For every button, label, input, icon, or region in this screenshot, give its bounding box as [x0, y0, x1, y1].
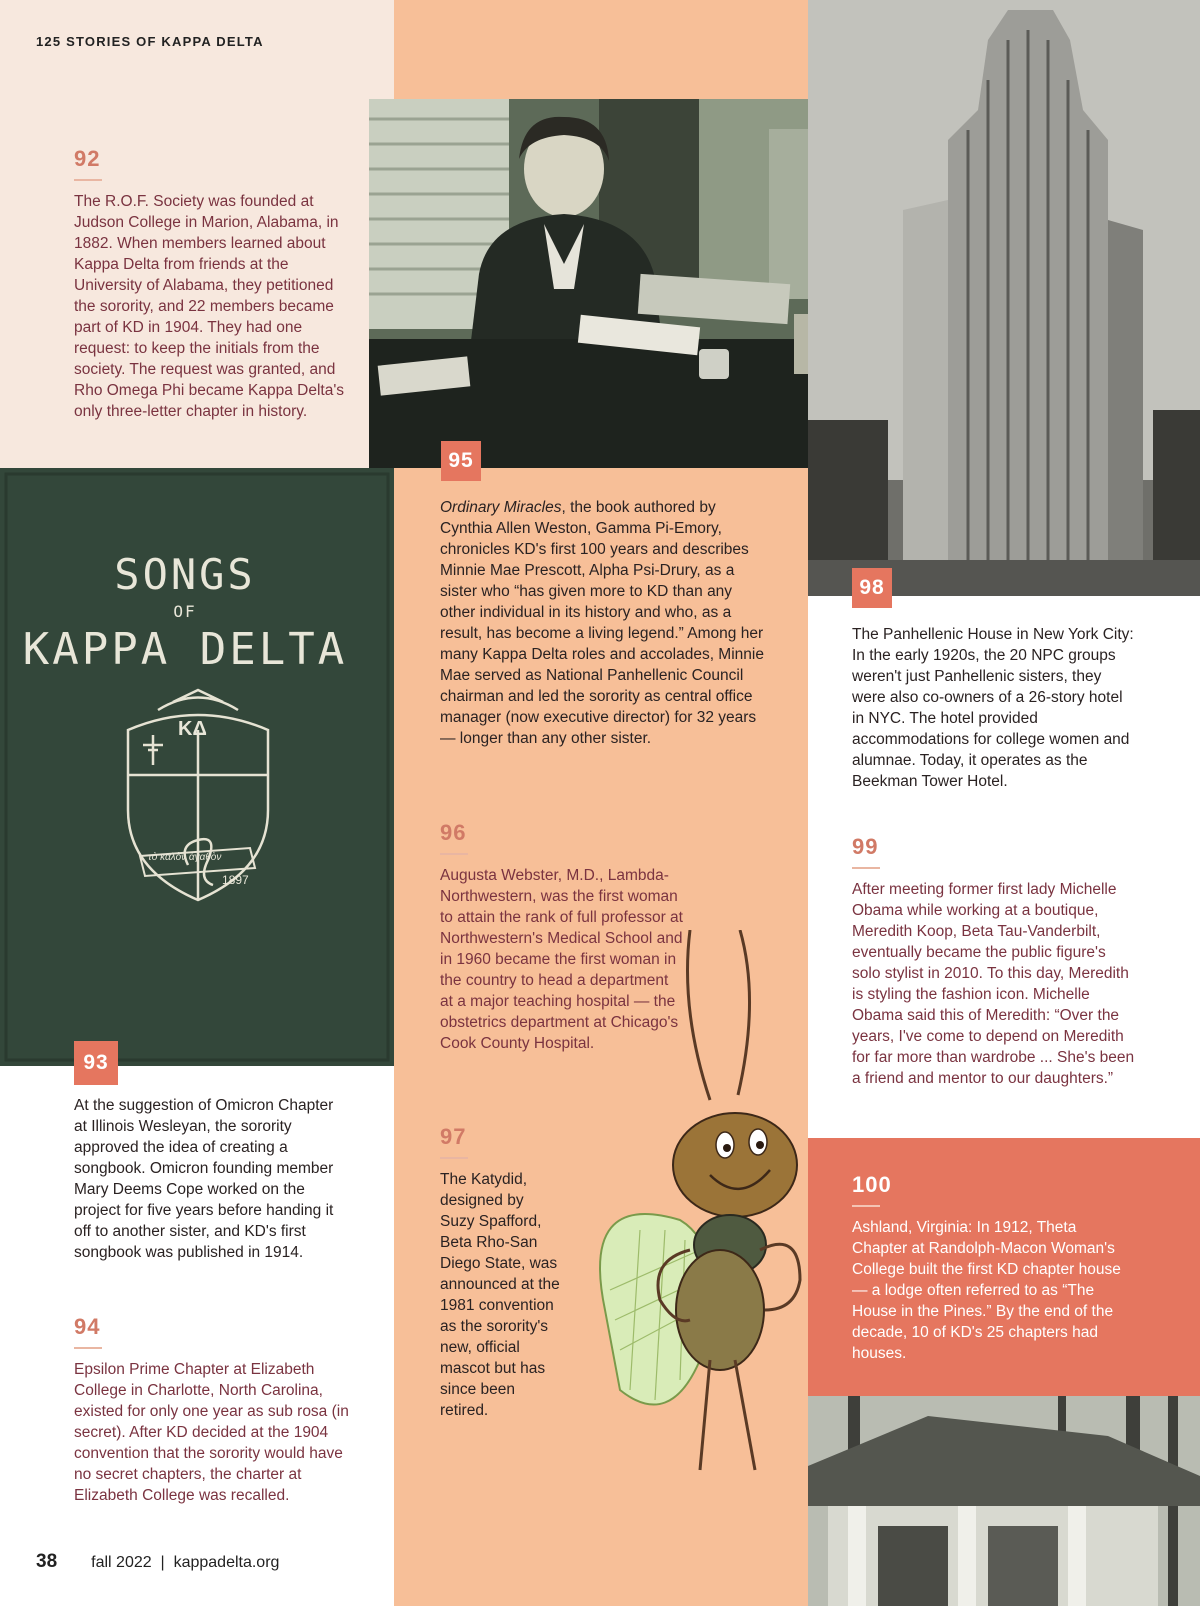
- story-number: 99: [852, 834, 879, 859]
- songbook-cover: [0, 468, 394, 1066]
- story-94: [74, 1314, 350, 1506]
- songbook-title-line3: KAPPA DELTA: [22, 624, 348, 675]
- photo-panhellenic-house: [808, 0, 1200, 596]
- story-92: [74, 146, 350, 422]
- story-number: 94: [74, 1314, 101, 1339]
- crest-year: 1897: [222, 873, 249, 887]
- story-text: Augusta Webster, M.D., Lambda-Northwestern, was the first woman to attain the rank of full professor at Northwestern's Medical School and in 1960 became the first woman in the country to head a department at a major teaching hospital — the obstetrics department at Chicago's Cook County Hospital.: [440, 867, 683, 1052]
- story-text: After meeting former first lady Michelle Obama while working at a boutique, Meredith Koop, Beta Tau-Vanderbilt, eventually became the public figure's solo stylist in 2010. To this day, Meredith is styling the fashion icon. Michelle Obama said this of Meredith: “Over the years, I've come to depend on Meredith for far more than wardrobe ... She's been a friend and mentor to our daughters.”: [852, 881, 1135, 1087]
- divider: [74, 1347, 102, 1349]
- story-text: The Katydid, designed by Suzy Spafford, Beta Rho-San Diego State, was announced at the 1981 convention as the sorority's new, official mascot but has since been retired.: [440, 1171, 560, 1419]
- divider: [440, 853, 468, 855]
- photo-house-in-the-pines: [808, 1396, 1200, 1606]
- story-93-text: At the suggestion of Omicron Chapter at Illinois Wesleyan, the sorority approved the idea of creating a songbook. Omicron founding member Mary Deems Cope worked on the project for five years before handing it off to another sister, and KD's first songbook was published in 1914.: [74, 1097, 334, 1261]
- story-96: [440, 820, 756, 1054]
- story-99: [852, 834, 1136, 1089]
- divider: [440, 1157, 468, 1159]
- story-text: The R.O.F. Society was founded at Judson College in Marion, Alabama, in 1882. When members learned about Kappa Delta from friends at the University of Alabama, they petitioned the sorority, and 22 members became part of KD in 1904. They had one request: to keep the initials from the society. The request was granted, and Rho Omega Phi became Kappa Delta's only three-letter chapter in history.: [74, 193, 345, 420]
- story-text: Epsilon Prime Chapter at Elizabeth College in Charlotte, North Carolina, existed for only one year as sub rosa (in secret). After KD decided at the 1904 convention that the sorority would have no secret chapters, the charter at Elizabeth College was recalled.: [74, 1361, 349, 1504]
- story-number: 96: [440, 820, 467, 845]
- page-runner: 125 STORIES OF KAPPA DELTA: [36, 34, 264, 49]
- story-100: [852, 1172, 1122, 1364]
- story-number: 92: [74, 146, 101, 171]
- story-98-text: The Panhellenic House in New York City: In the early 1920s, the 20 NPC groups weren't just Panhellenic sisters, they were also co-owners of a 26-story hotel in NYC. The hotel provided accommodations for college women and alumnae. Today, it operates as the Beekman Tower Hotel.: [852, 626, 1134, 790]
- story-97: [440, 1124, 620, 1421]
- songbook-title-line2: OF: [173, 602, 197, 621]
- story-98-badge: 98: [852, 568, 892, 608]
- crest-letters: KΔ: [178, 718, 207, 740]
- issue-and-site: fall 2022 | kappadelta.org: [91, 1554, 280, 1571]
- story-95-badge: 95: [441, 441, 481, 481]
- story-95-text: [440, 497, 766, 749]
- desk-photo-illustration: [369, 99, 853, 468]
- divider: [74, 179, 102, 181]
- divider: [852, 1205, 880, 1207]
- story-93-badge: 93: [74, 1041, 118, 1085]
- divider: [852, 867, 880, 869]
- story-text: Ashland, Virginia: In 1912, Theta Chapter at Randolph-Macon Woman's College built the first KD chapter house — a lodge often referred to as “The House in the Pines.” By the end of the decade, 10 of KD's 25 chapters had houses.: [852, 1219, 1121, 1362]
- book-title: Ordinary Miracles: [440, 499, 562, 516]
- photo-minnie-mae-at-desk: [369, 99, 853, 468]
- page-footer: [36, 1551, 279, 1573]
- cabin-illustration: [808, 1396, 1200, 1606]
- crest-motto: τὸ καλὸν ἀγαθὸν: [148, 852, 222, 863]
- songbook-title-line1: SONGS: [114, 550, 256, 599]
- story-number: 100: [852, 1172, 892, 1197]
- tower-illustration: [808, 0, 1200, 596]
- story-text: , the book authored by Cynthia Allen Weston, Gamma Pi-Emory, chronicles KD's first 100 years and describes Minnie Mae Prescott, Alpha Psi-Drury, as a sister who “has given more to KD than any other individual in its history and who, as a result, has become a living legend.” Among her many Kappa Delta roles and accolades, Minnie Mae served as National Panhellenic Council chairman and led the sorority as central office manager (now executive director) for 32 years — longer than any other sister.: [440, 499, 764, 747]
- story-number: 97: [440, 1124, 467, 1149]
- page-number: 38: [36, 1551, 58, 1572]
